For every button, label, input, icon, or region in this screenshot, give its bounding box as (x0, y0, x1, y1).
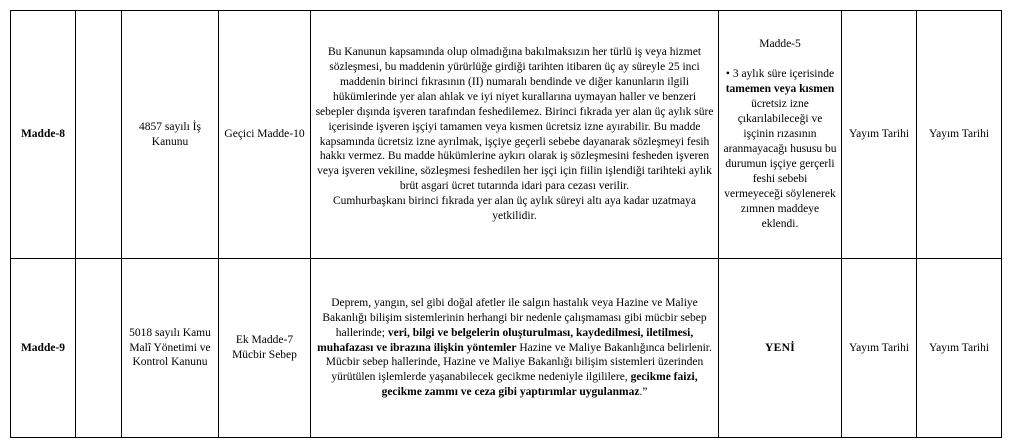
provision-p1-tail: Hazine ve Maliye Bakanlığınca belirlenir. (516, 341, 712, 354)
law-name-cell: 4857 sayılı İş Kanunu (122, 11, 219, 259)
clause-cell: Ek Madde-7 Mücbir Sebep (219, 259, 311, 438)
legislation-comparison-table (10, 10, 1002, 438)
note-body (722, 67, 838, 231)
table-row (11, 11, 1002, 259)
effective-date-cell: Yayım Tarihi (842, 259, 917, 438)
provision-p2-lead: Mücbir sebep hallerinde, Hazine ve Maliye Bakanlığı bilişim sistemleri üzerinden yürütülen işlemlerde yaşanabilecek gecikme nedeniyle ilgililere, (325, 356, 704, 384)
law-name-cell: 5018 sayılı Kamu Malî Yönetimi ve Kontrol Kanunu (122, 259, 219, 438)
provision-paragraph-1: Bu Kanunun kapsamında olup olmadığına bakılmaksızın her türlü iş veya hizmet sözleşmesi, bu maddenin yürürlüğe girdiği tarihten itibaren üç ay süreyle 25 inci maddenin birinci fıkrasının (II) numaralı bendinde ve diğer kanunların ilgili hükümlerinde yer alan ahlak ve iyi niyet kurallarına uymayan haller ve benzeri sebepler dışında işveren tarafından feshedilemez. Birinci fıkrada yer alan üç aylık süre içerisinde işveren işçiyi tamamen veya kısmen ücretsiz izne ayırabilir. Bu madde kapsamında ücretsiz izne ayrılmak, işçiye geçerli sebebe dayanarak sözleşmeyi fesih hakkı vermez. Bu madde hükümlerine aykırı olarak iş sözleşmesini fesheden işveren veya işveren vekiline, sözleşmesi feshedilen her işçi için fiilin işlendiği tarihteki aylık brüt asgari ücret tutarında idari para cezası verilir. (315, 45, 714, 193)
note-cell (719, 11, 842, 259)
publication-date-cell: Yayım Tarihi (917, 11, 1002, 259)
provision-p1-lead: Deprem, yangın, sel gibi doğal afetler ile salgın hastalık veya Hazine ve Maliye Bakanlığı bilişim sistemlerinin herhangi bir nedenle çalışmaması gibi mücbir sebep hallerinde; (322, 296, 707, 339)
publication-date-cell: Yayım Tarihi (917, 259, 1002, 438)
provision-text-cell (311, 259, 719, 438)
provision-paragraph-2 (314, 355, 715, 400)
spacer-cell (76, 259, 122, 438)
provision-p2-emphasis: gecikme faizi, gecikme zammı ve ceza gibi yaptırımlar uygulanmaz (381, 371, 698, 399)
article-number-cell: Madde-8 (11, 11, 76, 259)
spacer-cell (76, 11, 122, 259)
effective-date-cell: Yayım Tarihi (842, 11, 917, 259)
provision-p1-emphasis: veri, bilgi ve belgelerin oluşturulması, kaydedilmesi, iletilmesi, muhafazası ve ibrazına ilişkin yöntemler (317, 326, 694, 354)
note-text-tail: ücretsiz izne çıkarılabileceği ve işçinin rızasının aranmayacağı hususu bu durumun işçiye gerçerli feshi sebebi vermeyeceği söylenerek zımnen maddeye eklendi. (723, 98, 837, 230)
note-text-emphasis: tamemen veya kısmen (725, 83, 835, 96)
clause-cell: Geçici Madde-10 (219, 11, 311, 259)
note-spacer (722, 52, 838, 67)
provision-text-cell (311, 11, 719, 259)
provision-p2-tail: .” (639, 386, 648, 399)
provision-paragraph-1 (314, 296, 715, 356)
table-row (11, 259, 1002, 438)
note-title: Madde-5 (759, 38, 801, 51)
provision-paragraph-2: Cumhurbaşkanı birinci fıkrada yer alan üç aylık süreyi altı aya kadar uzatmaya yetkilidir. (332, 195, 697, 223)
note-cell: YENİ (719, 259, 842, 438)
note-text-lead: • 3 aylık süre içerisinde (725, 68, 835, 81)
article-number-cell: Madde-9 (11, 259, 76, 438)
